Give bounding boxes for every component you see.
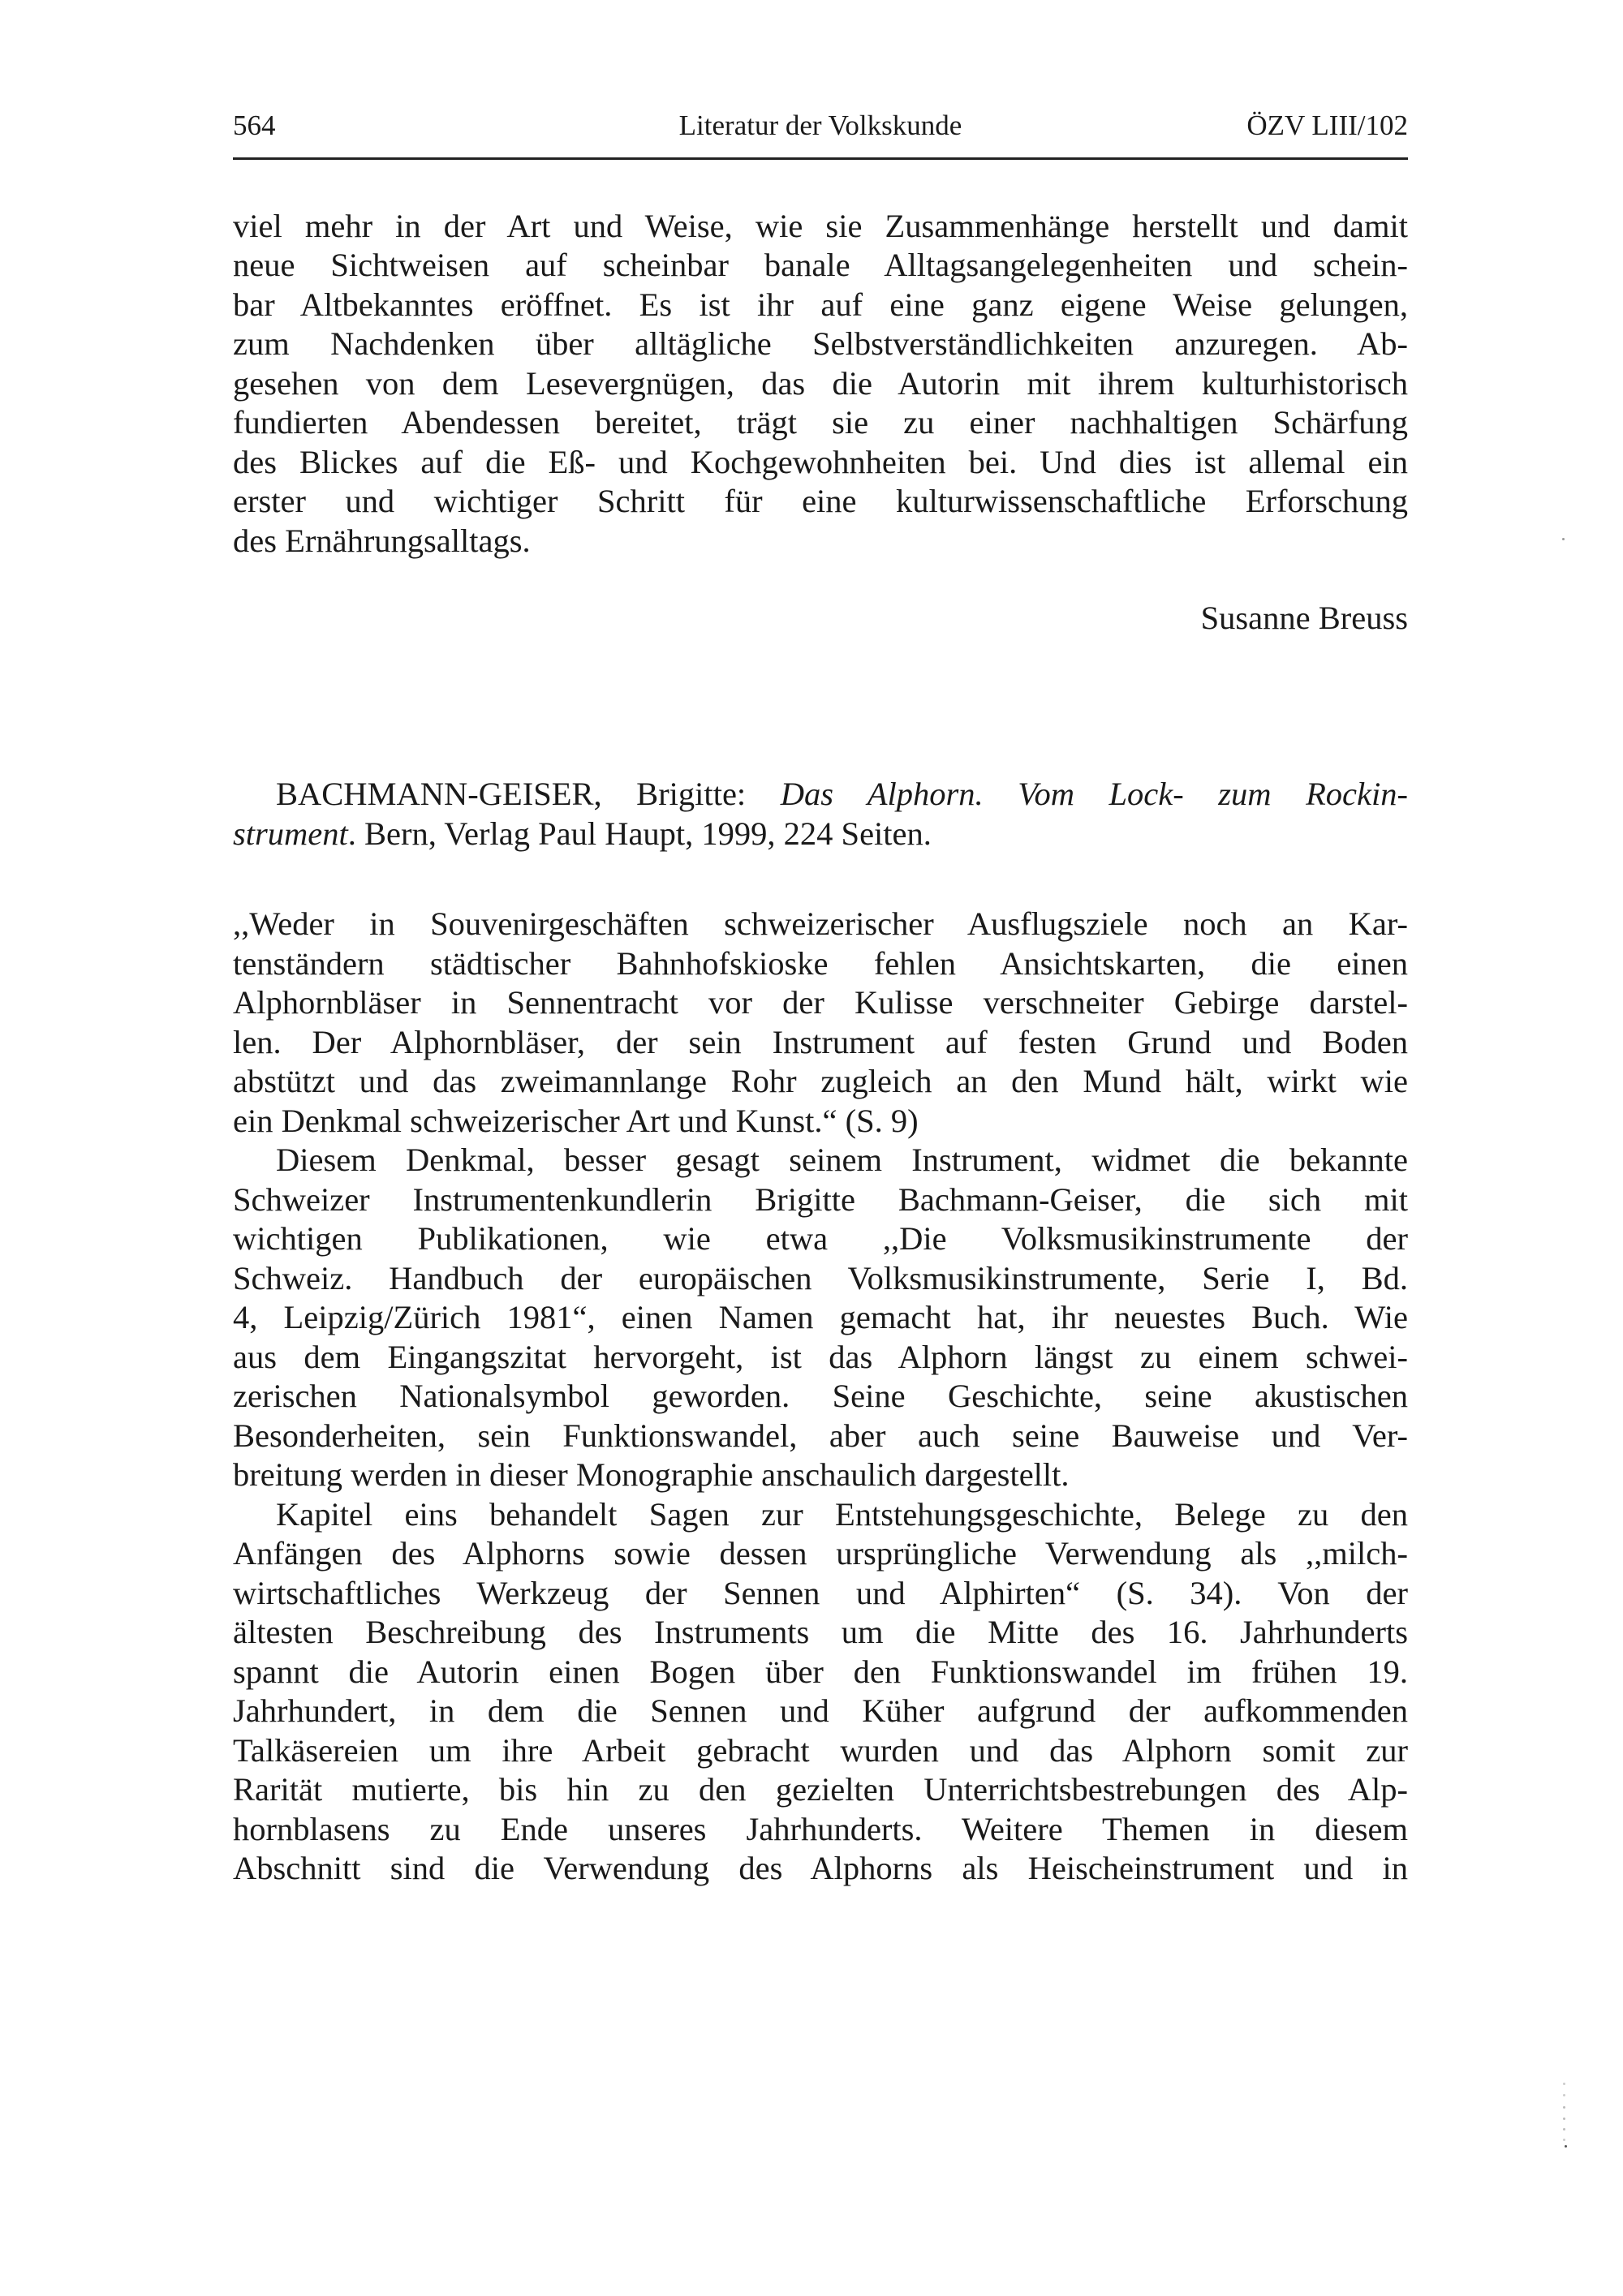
review-author: Susanne Breuss (1200, 600, 1408, 636)
text-line: gesehen von dem Lesevergnügen, das die Autorin mit ihrem kulturhistorisch (233, 365, 1408, 402)
citation-title-cont: strument (233, 815, 348, 852)
text-line: Schweizer Instrumentenkundlerin Brigitte Bachmann-Geiser, die sich mit (233, 1181, 1408, 1218)
scan-artifact (1562, 538, 1565, 540)
text-line: Abschnitt sind die Verwendung des Alphorns als Heischeinstrument und in (233, 1850, 1408, 1886)
text-line: wirtschaftliches Werkzeug der Sennen und Alphirten“ (S. 34). Von der (233, 1575, 1408, 1611)
text-line: spannt die Autorin einen Bogen über den Funktionswandel im frühen 19. (233, 1653, 1408, 1690)
text-line: ,,Weder in Souvenirgeschäften schweizerischer Ausflugsziele noch an Kar- (233, 905, 1408, 942)
text-line: abstützt und das zweimannlange Rohr zugleich an den Mund hält, wirkt wie (233, 1063, 1408, 1099)
citation-line-2 (233, 815, 1408, 853)
text-line: 4, Leipzig/Zürich 1981“, einen Namen gemacht hat, ihr neuestes Buch. Wie (233, 1299, 1408, 1335)
text-line: zum Nachdenken über alltägliche Selbstverständlichkeiten anzuregen. Ab- (233, 325, 1408, 362)
text-line: fundierten Abendessen bereitet, trägt sie zu einer nachhaltigen Schärfung (233, 404, 1408, 441)
text-line: Alphornbläser in Sennentracht vor der Kulisse verschneiter Gebirge darstel- (233, 984, 1408, 1021)
citation-line-1 (276, 775, 1408, 814)
text-line: tenständern städtischer Bahnhofskioske fehlen Ansichtskarten, die einen (233, 945, 1408, 982)
scan-artifact (1565, 2145, 1567, 2148)
text-line: len. Der Alphornbläser, der sein Instrument auf festen Grund und Boden (233, 1024, 1408, 1060)
citation-publication: . Bern, Verlag Paul Haupt, 1999, 224 Seiten. (347, 815, 932, 852)
text-line: ältesten Beschreibung des Instruments um die Mitte des 16. Jahrhunderts (233, 1614, 1408, 1650)
text-line: Rarität mutierte, bis hin zu den gezielten Unterrichtsbestrebungen des Alp- (233, 1771, 1408, 1808)
text-line: Diesem Denkmal, besser gesagt seinem Instrument, widmet die bekannte (276, 1142, 1408, 1178)
text-line: Anfängen des Alphorns sowie dessen ursprüngliche Verwendung als ,,milch- (233, 1535, 1408, 1572)
scan-artifact (1563, 2128, 1565, 2130)
text-line: Jahrhundert, in dem die Sennen und Küher aufgrund der aufkommenden (233, 1692, 1408, 1729)
running-header (233, 105, 1408, 146)
text-line: Talkäsereien um ihre Arbeit gebracht wurden und das Alphorn somit zur (233, 1732, 1408, 1769)
text-line: zerischen Nationalsymbol geworden. Seine Geschichte, seine akustischen (233, 1378, 1408, 1414)
citation-author: BACHMANN-GEISER, Brigitte: (276, 776, 781, 812)
scan-artifact (1563, 2083, 1565, 2085)
text-line: erster und wichtiger Schritt für eine kulturwissenschaftliche Erforschung (233, 483, 1408, 519)
text-line: des Ernährungsalltags. (233, 522, 531, 559)
text-line: Kapitel eins behandelt Sagen zur Entstehungsgeschichte, Belege zu den (276, 1496, 1408, 1533)
text-line: neue Sichtweisen auf scheinbar banale Alltagsangelegenheiten und schein- (233, 247, 1408, 283)
scan-artifact (1563, 2106, 1565, 2109)
text-line: bar Altbekanntes eröffnet. Es ist ihr auf eine ganz eigene Weise gelungen, (233, 286, 1408, 323)
journal-reference: ÖZV LIII/102 (1246, 110, 1408, 141)
text-line: des Blickes auf die Eß- und Kochgewohnheiten bei. Und dies ist allemal ein (233, 444, 1408, 480)
text-line: ein Denkmal schweizerischer Art und Kunst.“ (S. 9) (233, 1103, 919, 1139)
text-line: wichtigen Publikationen, wie etwa ,,Die Volksmusikinstrumente der (233, 1220, 1408, 1257)
text-line: hornblasens zu Ende unseres Jahrhunderts. Weitere Themen in diesem (233, 1811, 1408, 1847)
text-line: breitung werden in dieser Monographie anschaulich dargestellt. (233, 1456, 1070, 1493)
text-line: Schweiz. Handbuch der europäischen Volksmusikinstrumente, Serie I, Bd. (233, 1260, 1408, 1296)
text-line: Besonderheiten, sein Funktionswandel, aber auch seine Bauweise und Ver- (233, 1417, 1408, 1454)
citation-title: Das Alphorn. Vom Lock- zum Rockin- (780, 776, 1408, 812)
text-line: viel mehr in der Art und Weise, wie sie Zusammenhänge herstellt und damit (233, 208, 1408, 244)
scan-artifact (1563, 2094, 1565, 2096)
scan-artifact (1563, 2139, 1565, 2141)
text-line: aus dem Eingangszitat hervorgeht, ist das Alphorn längst zu einem schwei- (233, 1339, 1408, 1375)
scan-artifact (1563, 2118, 1565, 2120)
header-rule (233, 157, 1408, 160)
running-title: Literatur der Volkskunde (678, 110, 962, 141)
page-number: 564 (233, 110, 276, 141)
